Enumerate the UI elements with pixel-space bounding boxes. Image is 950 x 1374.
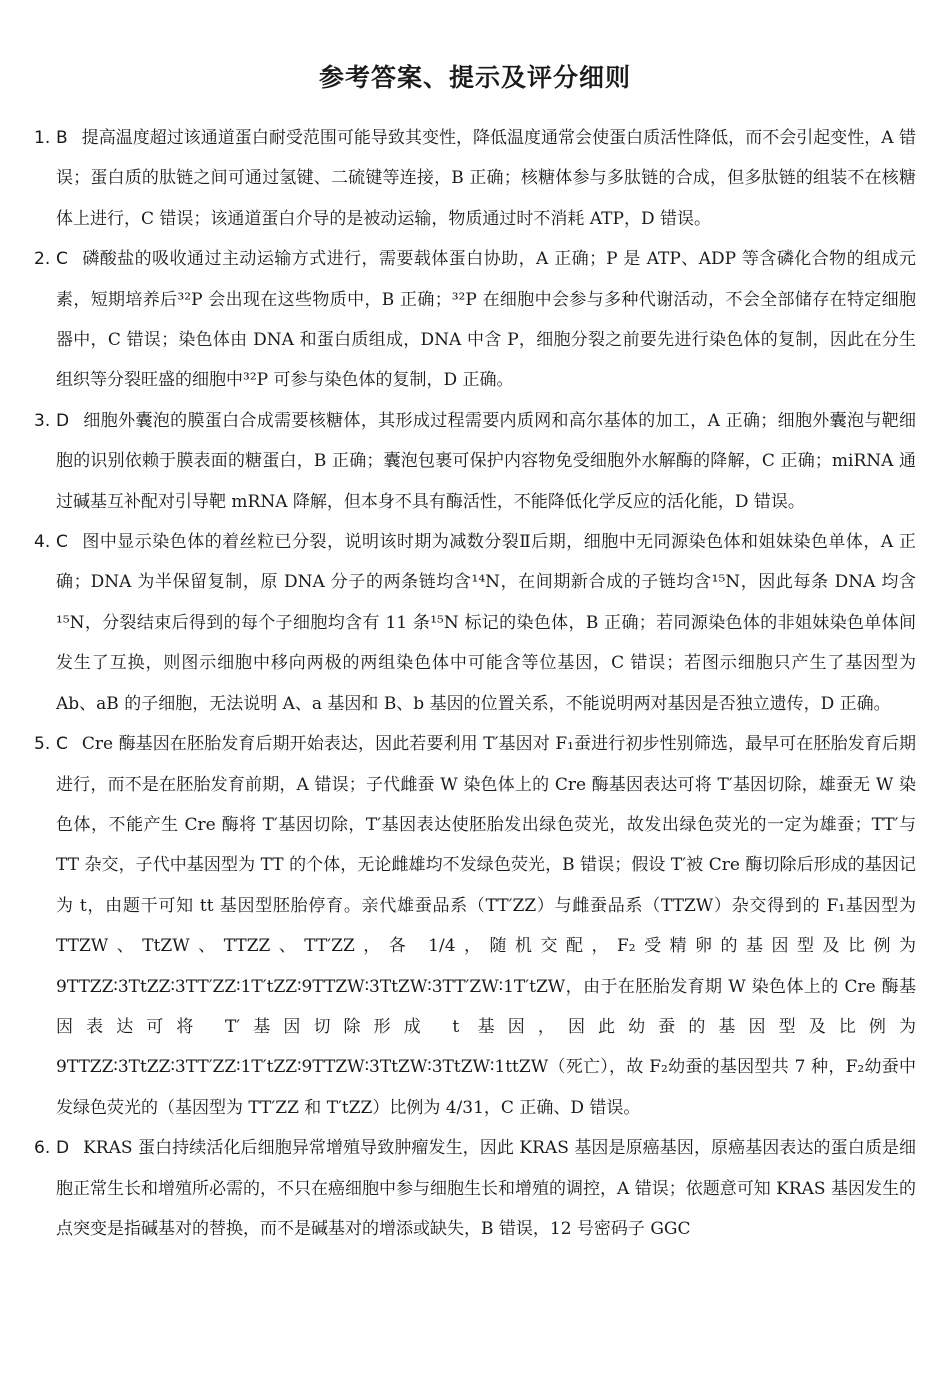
answer-item-4 [34, 522, 916, 724]
question-number: 2. [34, 249, 51, 270]
question-number: 4. [34, 532, 51, 553]
page-bottom-margin [0, 1310, 950, 1374]
answer-list [34, 118, 916, 1312]
answer-explanation: 磷酸盐的吸收通过主动运输方式进行，需要载体蛋白协助，A 正确；P 是 ATP、ADP 等含磷化合物的组成元素，短期培养后³²P 会出现在这些物质中，B 正确；³²P 在细胞中会参与多种代谢活动，不会全部储存在特定细胞器中，C 错误；染色体由 DNA 和蛋白质组成，DNA 中含 P，细胞分裂之前要先进行染色体的复制，因此在分生组织等分裂旺盛的细胞中³²P 可参与染色体的复制，D 正确。 [56, 249, 916, 391]
answer-choice: C [56, 734, 68, 755]
answer-explanation: 提高温度超过该通道蛋白耐受范围可能导致其变性，降低温度通常会使蛋白质活性降低，而不会引起变性，A 错误；蛋白质的肽链之间可通过氢键、二硫键等连接，B 正确；核糖体参与多肽链的合成，但多肽链的组装不在核糖体上进行，C 错误；该通道蛋白介导的是被动运输，物质通过时不消耗 ATP，D 错误。 [56, 128, 916, 229]
answer-explanation: KRAS 蛋白持续活化后细胞异常增殖导致肿瘤发生，因此 KRAS 基因是原癌基因，原癌基因表达的蛋白质是细胞正常生长和增殖所必需的，不只在癌细胞中参与细胞生长和增殖的调控，A 错误；依题意可知 KRAS 基因发生的点突变是指碱基对的替换，而不是碱基对的增添或缺失，B 错误，12 号密码子 GGC [56, 1138, 916, 1239]
answer-choice: D [56, 1138, 70, 1159]
question-number: 1. [34, 128, 51, 148]
question-number: 6. [34, 1138, 51, 1159]
question-number: 5. [34, 734, 51, 755]
answer-choice: C [56, 532, 68, 553]
answer-choice: C [56, 249, 68, 270]
answer-item-6 [34, 1128, 916, 1249]
answer-item-1 [34, 118, 916, 239]
question-number: 3. [34, 410, 51, 431]
answer-explanation: Cre 酶基因在胚胎发育后期开始表达，因此若要利用 T′基因对 F₁蚕进行初步性别筛选，最早可在胚胎发育后期进行，而不是在胚胎发育前期，A 错误；子代雌蚕 W 染色体上的 Cre 酶基因表达可将 T′基因切除，雄蚕无 W 染色体，不能产生 Cre 酶将 T′基因切除，T′基因表达使胚胎发出绿色荧光，故发出绿色荧光的一定为雄蚕；TT′与 TT 杂交，子代中基因型为 TT 的个体，无论雌雄均不发绿色荧光，B 错误；假设 T′被 Cre 酶切除后形成的基因记为 t，由题干可知 tt 基因型胚胎停育。亲代雄蚕品系（TT′ZZ）与雌蚕品系（TTZW）杂交得到的 F₁基因型为 TTZW、TtZW、TTZZ、TT′ZZ，各 1/4，随机交配，F₂受精卵的基因型及比例为 9TTZZ∶3TtZZ∶3TT′ZZ∶1T′tZZ∶9TTZW∶3TtZW∶3TT′ZW∶1T′tZW，由于在胚胎发育期 W 染色体上的 Cre 酶基因表达可将 T′基因切除形成 t 基因，因此幼蚕的基因型及比例为 9TTZZ∶3TtZZ∶3TT′ZZ∶1T′tZZ∶9TTZW∶3TtZW∶3TtZW∶1ttZW（死亡），故 F₂幼蚕的基因型共 7 种，F₂幼蚕中发绿色荧光的（基因型为 TT′ZZ 和 T′tZZ）比例为 4/31，C 正确、D 错误。 [56, 734, 916, 1118]
answer-item-3 [34, 401, 916, 522]
answer-choice: D [56, 410, 70, 431]
answer-explanation: 图中显示染色体的着丝粒已分裂，说明该时期为减数分裂Ⅱ后期，细胞中无同源染色体和姐妹染色单体，A 正确；DNA 为半保留复制，原 DNA 分子的两条链均含¹⁴N，在间期新合成的子链均含¹⁵N，因此每条 DNA 均含¹⁵N，分裂结束后得到的每个子细胞均含有 11 条¹⁵N 标记的染色体，B 正确；若同源染色体的非姐妹染色单体间发生了互换，则图示细胞中移向两极的两组染色体中可能含等位基因，C 错误；若图示细胞只产生了基因型为 Ab、aB 的子细胞，无法说明 A、a 基因和 B、b 基因的位置关系，不能说明两对基因是否独立遗传，D 正确。 [56, 532, 916, 714]
answer-explanation: 细胞外囊泡的膜蛋白合成需要核糖体，其形成过程需要内质网和高尔基体的加工，A 正确；细胞外囊泡与靶细胞的识别依赖于膜表面的糖蛋白，B 正确；囊泡包裹可保护内容物免受细胞外水解酶的降解，C 正确；miRNA 通过碱基互补配对引导靶 mRNA 降解，但本身不具有酶活性，不能降低化学反应的活化能，D 错误。 [56, 410, 916, 512]
answer-item-5 [34, 724, 916, 1128]
answer-choice: B [56, 128, 68, 148]
page-title: 参考答案、提示及评分细则 [318, 63, 631, 92]
answer-item-2 [34, 239, 916, 401]
